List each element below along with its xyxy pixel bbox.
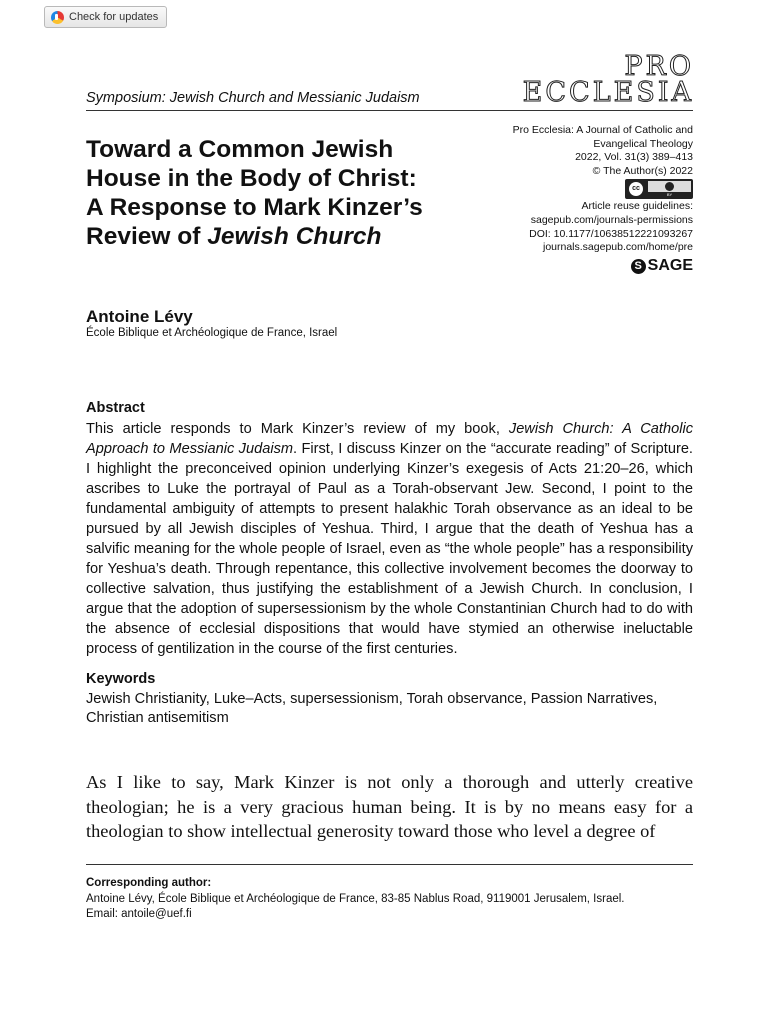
check-for-updates-button[interactable] [44,6,167,28]
cc-person-area [648,181,691,192]
cc-by-label: BY [666,192,673,198]
author-name: Antoine Lévy [86,307,193,326]
journal-logo [522,51,694,108]
reuse-guidelines-label: Article reuse guidelines: [581,200,693,213]
title-line-3: A Response to Mark Kinzer’s [86,194,423,221]
sage-mark-icon: S [631,259,646,274]
journal-name: Pro Ecclesia: A Journal of Catholic and [512,124,693,136]
person-icon [665,182,674,191]
sage-logo [631,259,693,274]
title-book-name: Jewish Church [207,223,382,250]
journal-logo-line1: PRO [624,51,694,82]
publication-metadata [443,124,693,274]
body-paragraph: As I like to say, Mark Kinzer is not only a thorough and utterly creative theologian; he is a very gracious human being. It is by no means easy for a theologian to show intellectual generosity toward those who level a degree of [86,772,693,841]
abstract-book-title: Jewish Church: A Catholic Approach to Messianic Judaism [86,421,693,457]
check-for-updates-label: Check for updates [69,11,159,23]
permissions-link[interactable]: sagepub.com/journals-permissions [530,213,693,226]
title-line-4-plain: Review of [86,223,208,250]
header-divider [86,110,693,111]
symposium-series-label: Symposium: Jewish Church and Messianic Judaism [86,90,420,106]
abstract-text [86,419,693,659]
keywords-heading: Keywords [86,671,156,687]
crossmark-icon [51,11,64,24]
abstract-text-rest: . First, I discuss Kinzer on the “accurate reading” of Scripture. I highlight the preconceived opinion underlying Kinzer’s exegesis of Acts 21:20–26, which ascribes to Luke the portrayal of Paul as a Torah-observant Jew. Second, I point to the fundamental ambiguity of attempts to present halakhic Torah observance as an ideal to be pursued by all Jewish disciples of Yeshua. Third, I argue that the death of Yeshua has a salvific meaning for the whole people of Israel, even as “the whole people” has a responsibility for Yeshua’s death. Through repentance, this collective involvement becomes the doorway to collective salvation, thus justifying the establishment of a Jewish Church. In conclusion, I argue that the adoption of supersessionism by the whole Constantinian Church had to do with the absence of ecclesial dispositions that would have stymied an otherwise ineluctable process of gentilization in the course of the first centuries. [86,441,693,657]
doi[interactable]: DOI: 10.1177/10638512221093267 [529,227,693,240]
abstract-text-start: This article responds to Mark Kinzer’s review of my book, [86,421,509,437]
journal-name-2: Evangelical Theology [593,137,693,150]
corresponding-author-details [86,892,706,922]
copyright-notice: © The Author(s) 2022 [592,164,693,177]
corresponding-email[interactable]: Email: antoile@uef.fi [86,908,192,920]
title-line-1: Toward a Common Jewish [86,136,394,163]
title-line-2: House in the Body of Christ: [86,165,417,192]
abstract-heading: Abstract [86,400,145,416]
corresponding-author-heading: Corresponding author: [86,877,212,889]
journal-logo-line2: ECCLESIA [522,77,694,108]
footnote-divider [86,864,693,865]
cc-label: cc [629,182,643,196]
volume-info: 2022, Vol. 31(3) 389–413 [575,151,693,164]
journal-homepage-link[interactable]: journals.sagepub.com/home/pre [542,241,693,254]
corresponding-address: Antoine Lévy, École Biblique et Archéologique de France, 83-85 Nablus Road, 9119001 Jerusalem, Israel. [86,893,625,905]
author-affiliation: École Biblique et Archéologique de France, Israel [86,327,338,339]
cc-by-icon[interactable] [625,179,693,199]
publisher-name: SAGE [647,257,693,275]
keywords-list: Jewish Christianity, Luke–Acts, supersessionism, Torah observance, Passion Narratives, Christian antisemitism [86,691,658,726]
